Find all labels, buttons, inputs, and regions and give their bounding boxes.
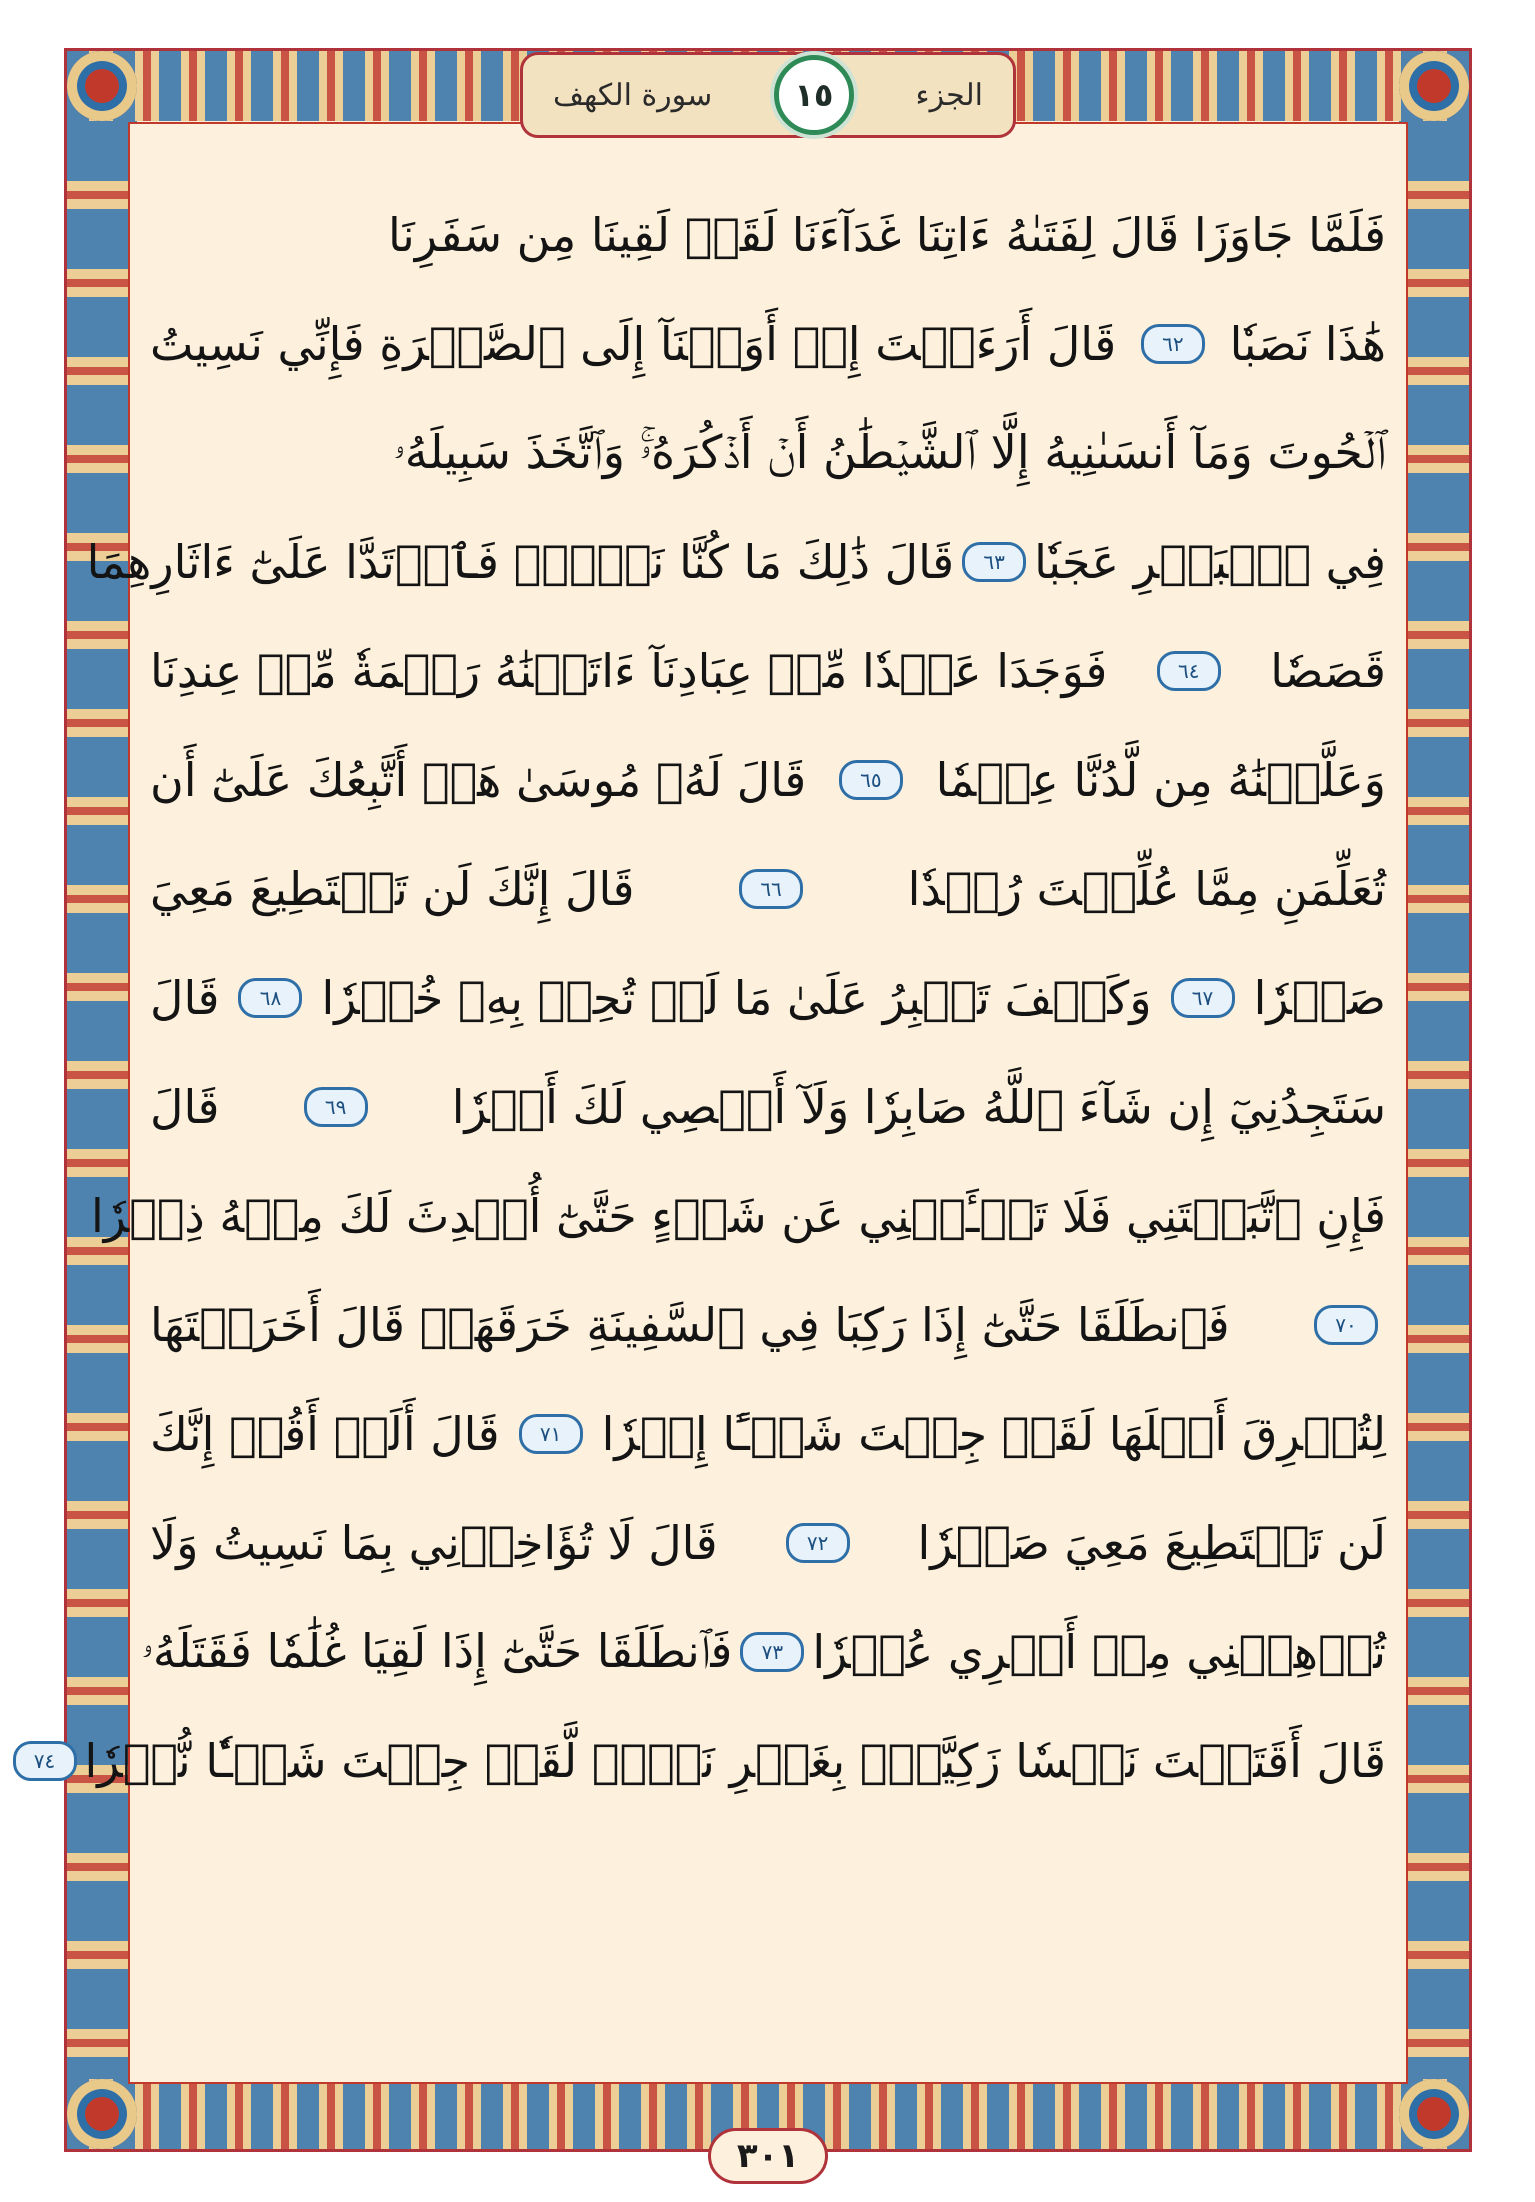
right-ornament-band (1399, 121, 1469, 2079)
ayah-number-marker: ٧٤ (13, 1741, 77, 1781)
page-number: ٣٠١ (708, 2128, 828, 2184)
verse-text: تُعَلِّمَنِ مِمَّا عُلِّمۡتَ رُشۡدٗا (907, 861, 1386, 916)
ayah-number-marker: ٦٨ (238, 978, 302, 1018)
verse-line (150, 1379, 1386, 1488)
verse-line (150, 725, 1386, 834)
verse-text: فَإِنِ ٱتَّبَعۡتَنِي فَلَا تَسۡـَٔلۡنِي عَن شَيۡءٍ حَتَّىٰٓ أُحۡدِثَ لَكَ مِنۡهُ ذِكۡرٗا (90, 1188, 1386, 1243)
surah-name: سورة الكهف (553, 77, 713, 113)
verse-text: قَصَصٗا (1270, 643, 1386, 698)
ayah-number-marker: ٦٦ (739, 869, 803, 909)
corner-rosette-icon (67, 2079, 137, 2149)
verse-text: فَلَمَّا جَاوَزَا قَالَ لِفَتَىٰهُ ءَاتِنَا غَدَآءَنَا لَقَدۡ لَقِينَا مِن سَفَرِنَا (388, 207, 1386, 262)
verse-text: قَالَ (150, 1079, 220, 1134)
juz-label: الجزء (915, 77, 983, 113)
juz-number-medallion: ١٥ (774, 55, 854, 135)
verse-text: قَالَ ذَٰلِكَ مَا كُنَّا نَبۡغِۚ فَٱرۡتَدَّا عَلَىٰٓ ءَاثَارِهِمَا (86, 534, 955, 589)
verse-text: فِي ٱلۡبَحۡرِ عَجَبٗا (1034, 534, 1386, 589)
verse-text: قَالَ إِنَّكَ لَن تَسۡتَطِيعَ مَعِيَ (150, 861, 635, 916)
verse-line (90, 1161, 1386, 1270)
verse-text: قَالَ (150, 970, 220, 1025)
verse-text: وَكَيۡفَ تَصۡبِرُ عَلَىٰ مَا لَمۡ تُحِطۡ بِهِۦ خُبۡرٗا (321, 970, 1152, 1025)
verse-line (150, 1488, 1386, 1597)
verse-line (150, 398, 1386, 507)
ayah-number-marker: ٧٠ (1314, 1305, 1378, 1345)
verse-text: قَالَ أَرَءَيۡتَ إِذۡ أَوَيۡنَآ إِلَى ٱلصَّخۡرَةِ فَإِنِّي نَسِيتُ (150, 316, 1117, 371)
verse-line (150, 834, 1386, 943)
verse-line (150, 1052, 1386, 1161)
verse-line (150, 180, 1386, 289)
ayah-number-marker: ٦٢ (1141, 324, 1205, 364)
verse-text: فَٱنطَلَقَا حَتَّىٰٓ إِذَا رَكِبَا فِي ٱلسَّفِينَةِ خَرَقَهَاۖ قَالَ أَخَرَقۡتَهَا (150, 1297, 1230, 1352)
verse-text: هَٰذَا نَصَبٗا (1229, 316, 1386, 371)
ayah-number-marker: ٦٣ (962, 542, 1026, 582)
verse-text: قَالَ لَهُۥ مُوسَىٰ هَلۡ أَتَّبِعُكَ عَلَىٰٓ أَن (150, 752, 807, 807)
verse-text: صَبۡرٗا (1253, 970, 1386, 1025)
ayah-number-marker: ٧١ (519, 1414, 583, 1454)
verse-text: فَوَجَدَا عَبۡدٗا مِّنۡ عِبَادِنَآ ءَاتَيۡنَٰهُ رَحۡمَةٗ مِّنۡ عِندِنَا (150, 643, 1108, 698)
verse-text: قَالَ لَا تُؤَاخِذۡنِي بِمَا نَسِيتُ وَلَا (150, 1515, 718, 1570)
corner-rosette-icon (1399, 2079, 1469, 2149)
verse-text: تُرۡهِقۡنِي مِنۡ أَمۡرِي عُسۡرٗا (812, 1624, 1386, 1679)
ayah-number-marker: ٦٥ (839, 760, 903, 800)
ayah-number-marker: ٧٣ (740, 1632, 804, 1672)
verse-text: سَتَجِدُنِيٓ إِن شَآءَ ٱللَّهُ صَابِرٗا وَلَآ أَعۡصِي لَكَ أَمۡرٗا (451, 1079, 1386, 1134)
verse-text: فَٱنطَلَقَا حَتَّىٰٓ إِذَا لَقِيَا غُلَٰمٗا فَقَتَلَهُۥ (141, 1623, 733, 1678)
verse-line (150, 289, 1386, 398)
verse-text: ٱلۡحُوتَ وَمَآ أَنسَىٰنِيهُ إِلَّا ٱلشَّيۡطَٰنُ أَنۡ أَذۡكُرَهُۥۚ وَٱتَّخَذَ سَبِيلَهُۥ (393, 424, 1386, 479)
ayah-number-marker: ٦٤ (1157, 651, 1221, 691)
corner-rosette-icon (1399, 51, 1469, 121)
verse-line (150, 1270, 1386, 1379)
verse-text: لِتُغۡرِقَ أَهۡلَهَا لَقَدۡ جِئۡتَ شَيۡـًٔا إِمۡرٗا (601, 1406, 1386, 1461)
ayah-number-marker: ٦٩ (304, 1087, 368, 1127)
verse-text: قَالَ أَلَمۡ أَقُلۡ إِنَّكَ (150, 1406, 500, 1461)
verse-line (141, 1597, 1386, 1706)
ayah-number-marker: ٧٢ (786, 1523, 850, 1563)
verse-line (86, 507, 1386, 616)
verse-line (150, 943, 1386, 1052)
verse-text: قَالَ أَقَتَلۡتَ نَفۡسٗا زَكِيَّةَۢ بِغَيۡرِ نَفۡسٖ لَّقَدۡ جِئۡتَ شَيۡـٔٗا نُّكۡرٗا (84, 1733, 1386, 1788)
verse-lines (33, 180, 1386, 1815)
verse-line (33, 1706, 1386, 1815)
ayah-number-marker: ٦٧ (1171, 978, 1235, 1018)
verse-text: لَن تَسۡتَطِيعَ مَعِيَ صَبۡرٗا (917, 1515, 1386, 1570)
page-header (520, 52, 1016, 138)
verse-line (150, 616, 1386, 725)
corner-rosette-icon (67, 51, 137, 121)
verse-text: وَعَلَّمۡنَٰهُ مِن لَّدُنَّا عِلۡمٗا (935, 752, 1386, 807)
